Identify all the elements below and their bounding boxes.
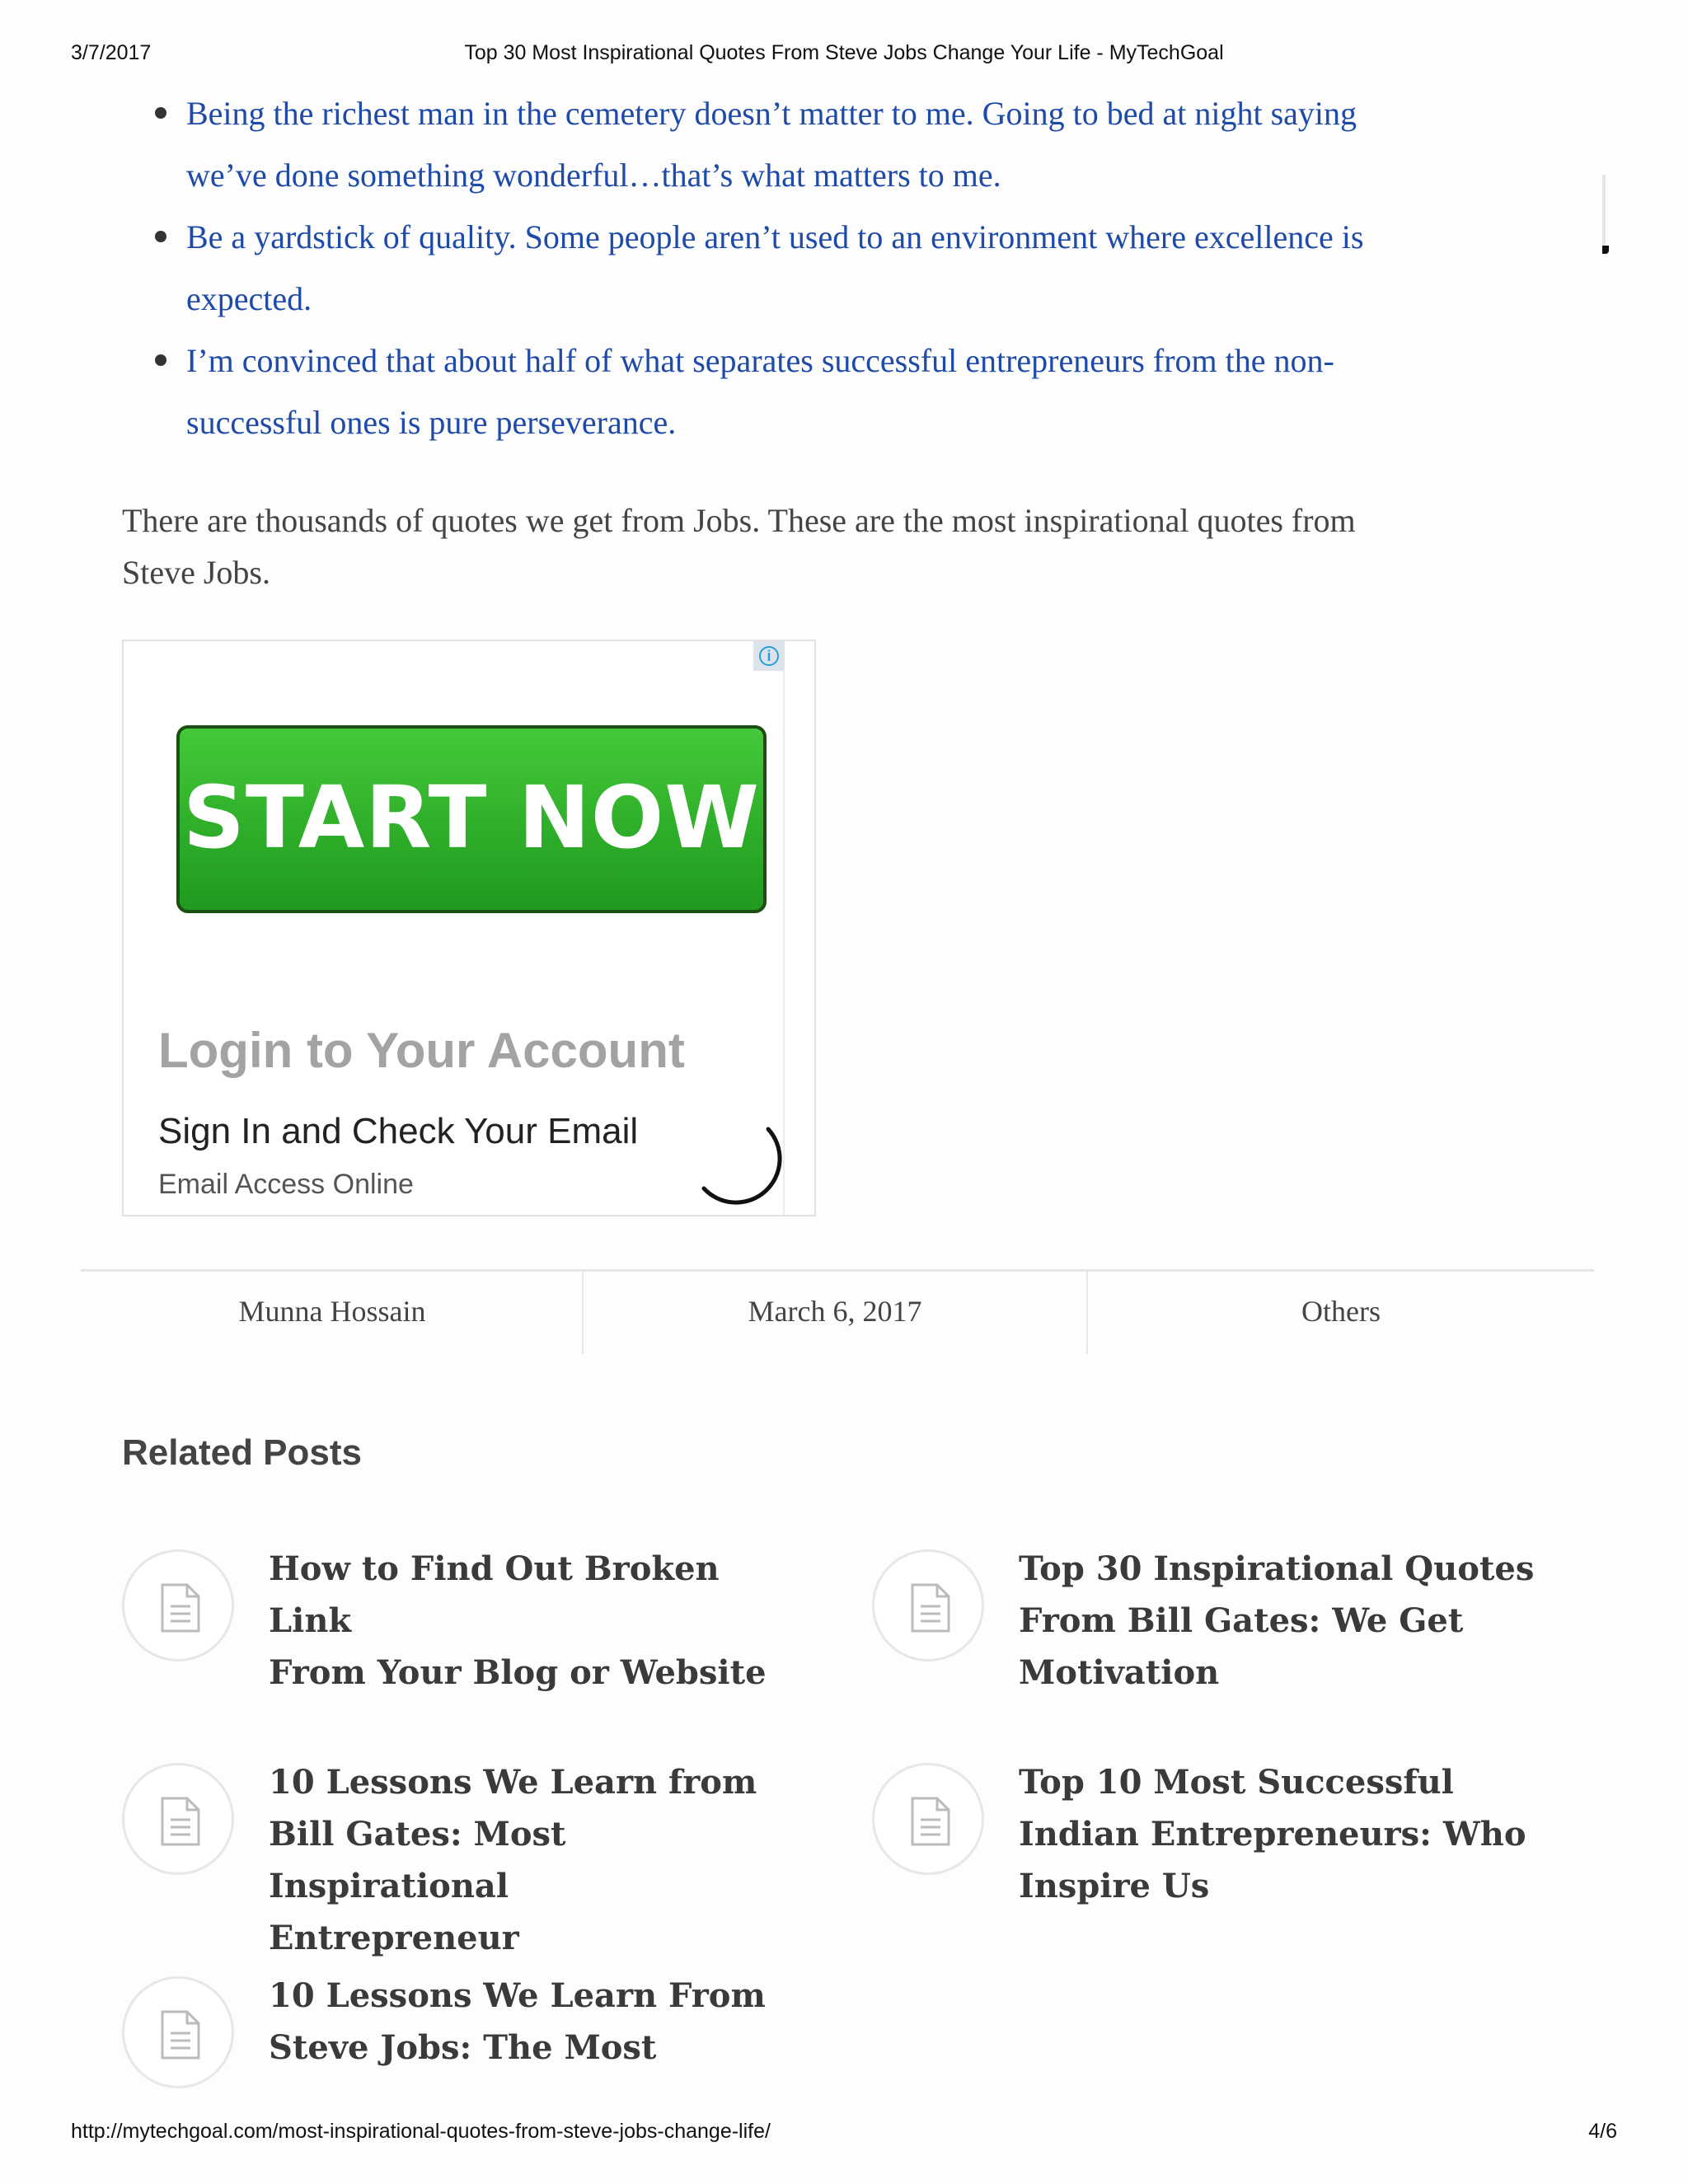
quote-line: Being the richest man in the cemetery doesn’t matter to me. Going to bed at night saying bbox=[186, 95, 1357, 132]
info-icon[interactable]: i bbox=[753, 641, 785, 671]
paragraph-line: There are thousands of quotes we get from Jobs. These are the most inspirational quotes from bbox=[122, 502, 1356, 539]
post-meta-bar bbox=[81, 1269, 1594, 1354]
bullet-icon bbox=[155, 107, 166, 119]
print-footer bbox=[0, 2120, 1688, 2153]
post-author[interactable]: Munna Hossain bbox=[238, 1295, 426, 1328]
related-post-title[interactable] bbox=[269, 1756, 796, 1964]
title-line[interactable]: 10 Lessons We Learn From bbox=[269, 1976, 766, 2015]
loading-spinner-icon bbox=[692, 1119, 783, 1210]
print-header bbox=[0, 38, 1688, 71]
quote-line: I’m convinced that about half of what separates successful entrepreneurs from the non- bbox=[186, 342, 1334, 379]
title-line[interactable]: From Bill Gates: We Get bbox=[1019, 1601, 1464, 1640]
title-line[interactable]: Top 30 Inspirational Quotes bbox=[1019, 1549, 1535, 1588]
quotes-list bbox=[186, 82, 1538, 453]
ad-subhead[interactable]: Sign In and Check Your Email bbox=[158, 1111, 639, 1151]
title-line[interactable]: Motivation bbox=[1019, 1653, 1220, 1692]
article-paragraph bbox=[122, 494, 1523, 598]
print-page-number: 4/6 bbox=[1588, 2120, 1617, 2143]
ad-banner[interactable] bbox=[122, 640, 816, 1216]
title-line[interactable]: From Your Blog or Website bbox=[269, 1653, 767, 1692]
print-page-title: Top 30 Most Inspirational Quotes From Steve Jobs Change Your Life - MyTechGoal bbox=[464, 41, 1224, 64]
quote-item bbox=[186, 206, 1538, 330]
bullet-icon bbox=[155, 231, 166, 242]
quote-line: expected. bbox=[186, 280, 312, 317]
scroll-indicator bbox=[1602, 175, 1606, 254]
start-now-button[interactable]: START NOW bbox=[176, 725, 767, 913]
ad-source[interactable]: Email Access Online bbox=[158, 1169, 414, 1200]
related-post-title[interactable] bbox=[269, 1543, 796, 1699]
quote-item bbox=[186, 330, 1538, 453]
quote-line: Be a yardstick of quality. Some people aren’t used to an environment where excellence is bbox=[186, 218, 1364, 255]
quote-line: we’ve done something wonderful…that’s what matters to me. bbox=[186, 157, 1001, 194]
title-line[interactable]: 10 Lessons We Learn from bbox=[269, 1763, 757, 1802]
title-line[interactable]: How to Find Out Broken Link bbox=[269, 1549, 720, 1640]
post-date: March 6, 2017 bbox=[748, 1295, 922, 1328]
ad-headline[interactable]: Login to Your Account bbox=[158, 1023, 685, 1078]
document-icon[interactable] bbox=[122, 1976, 234, 2088]
document-icon[interactable] bbox=[872, 1549, 984, 1661]
title-line[interactable]: Bill Gates: Most Inspirational bbox=[269, 1815, 566, 1905]
related-post-title[interactable] bbox=[1019, 1756, 1546, 1912]
title-line[interactable]: Entrepreneur bbox=[269, 1919, 519, 1957]
title-line[interactable]: Top 10 Most Successful bbox=[1019, 1763, 1454, 1802]
title-line[interactable]: Indian Entrepreneurs: Who bbox=[1019, 1815, 1526, 1854]
bullet-icon bbox=[155, 354, 166, 366]
print-url: http://mytechgoal.com/most-inspirational-quotes-from-steve-jobs-change-life/ bbox=[71, 2120, 771, 2143]
post-category[interactable]: Others bbox=[1301, 1295, 1381, 1328]
print-date: 3/7/2017 bbox=[71, 41, 152, 64]
related-post-title[interactable] bbox=[1019, 1543, 1546, 1699]
quote-item bbox=[186, 82, 1538, 206]
document-icon[interactable] bbox=[122, 1549, 234, 1661]
document-icon[interactable] bbox=[122, 1763, 234, 1875]
title-line[interactable]: Steve Jobs: The Most bbox=[269, 2028, 657, 2067]
related-posts-heading: Related Posts bbox=[122, 1432, 362, 1473]
paragraph-line: Steve Jobs. bbox=[122, 554, 270, 591]
quote-line: successful ones is pure perseverance. bbox=[186, 404, 677, 441]
document-icon[interactable] bbox=[872, 1763, 984, 1875]
ad-divider bbox=[783, 669, 785, 1215]
title-line[interactable]: Inspire Us bbox=[1019, 1867, 1210, 1905]
related-post-title[interactable] bbox=[269, 1970, 796, 2074]
